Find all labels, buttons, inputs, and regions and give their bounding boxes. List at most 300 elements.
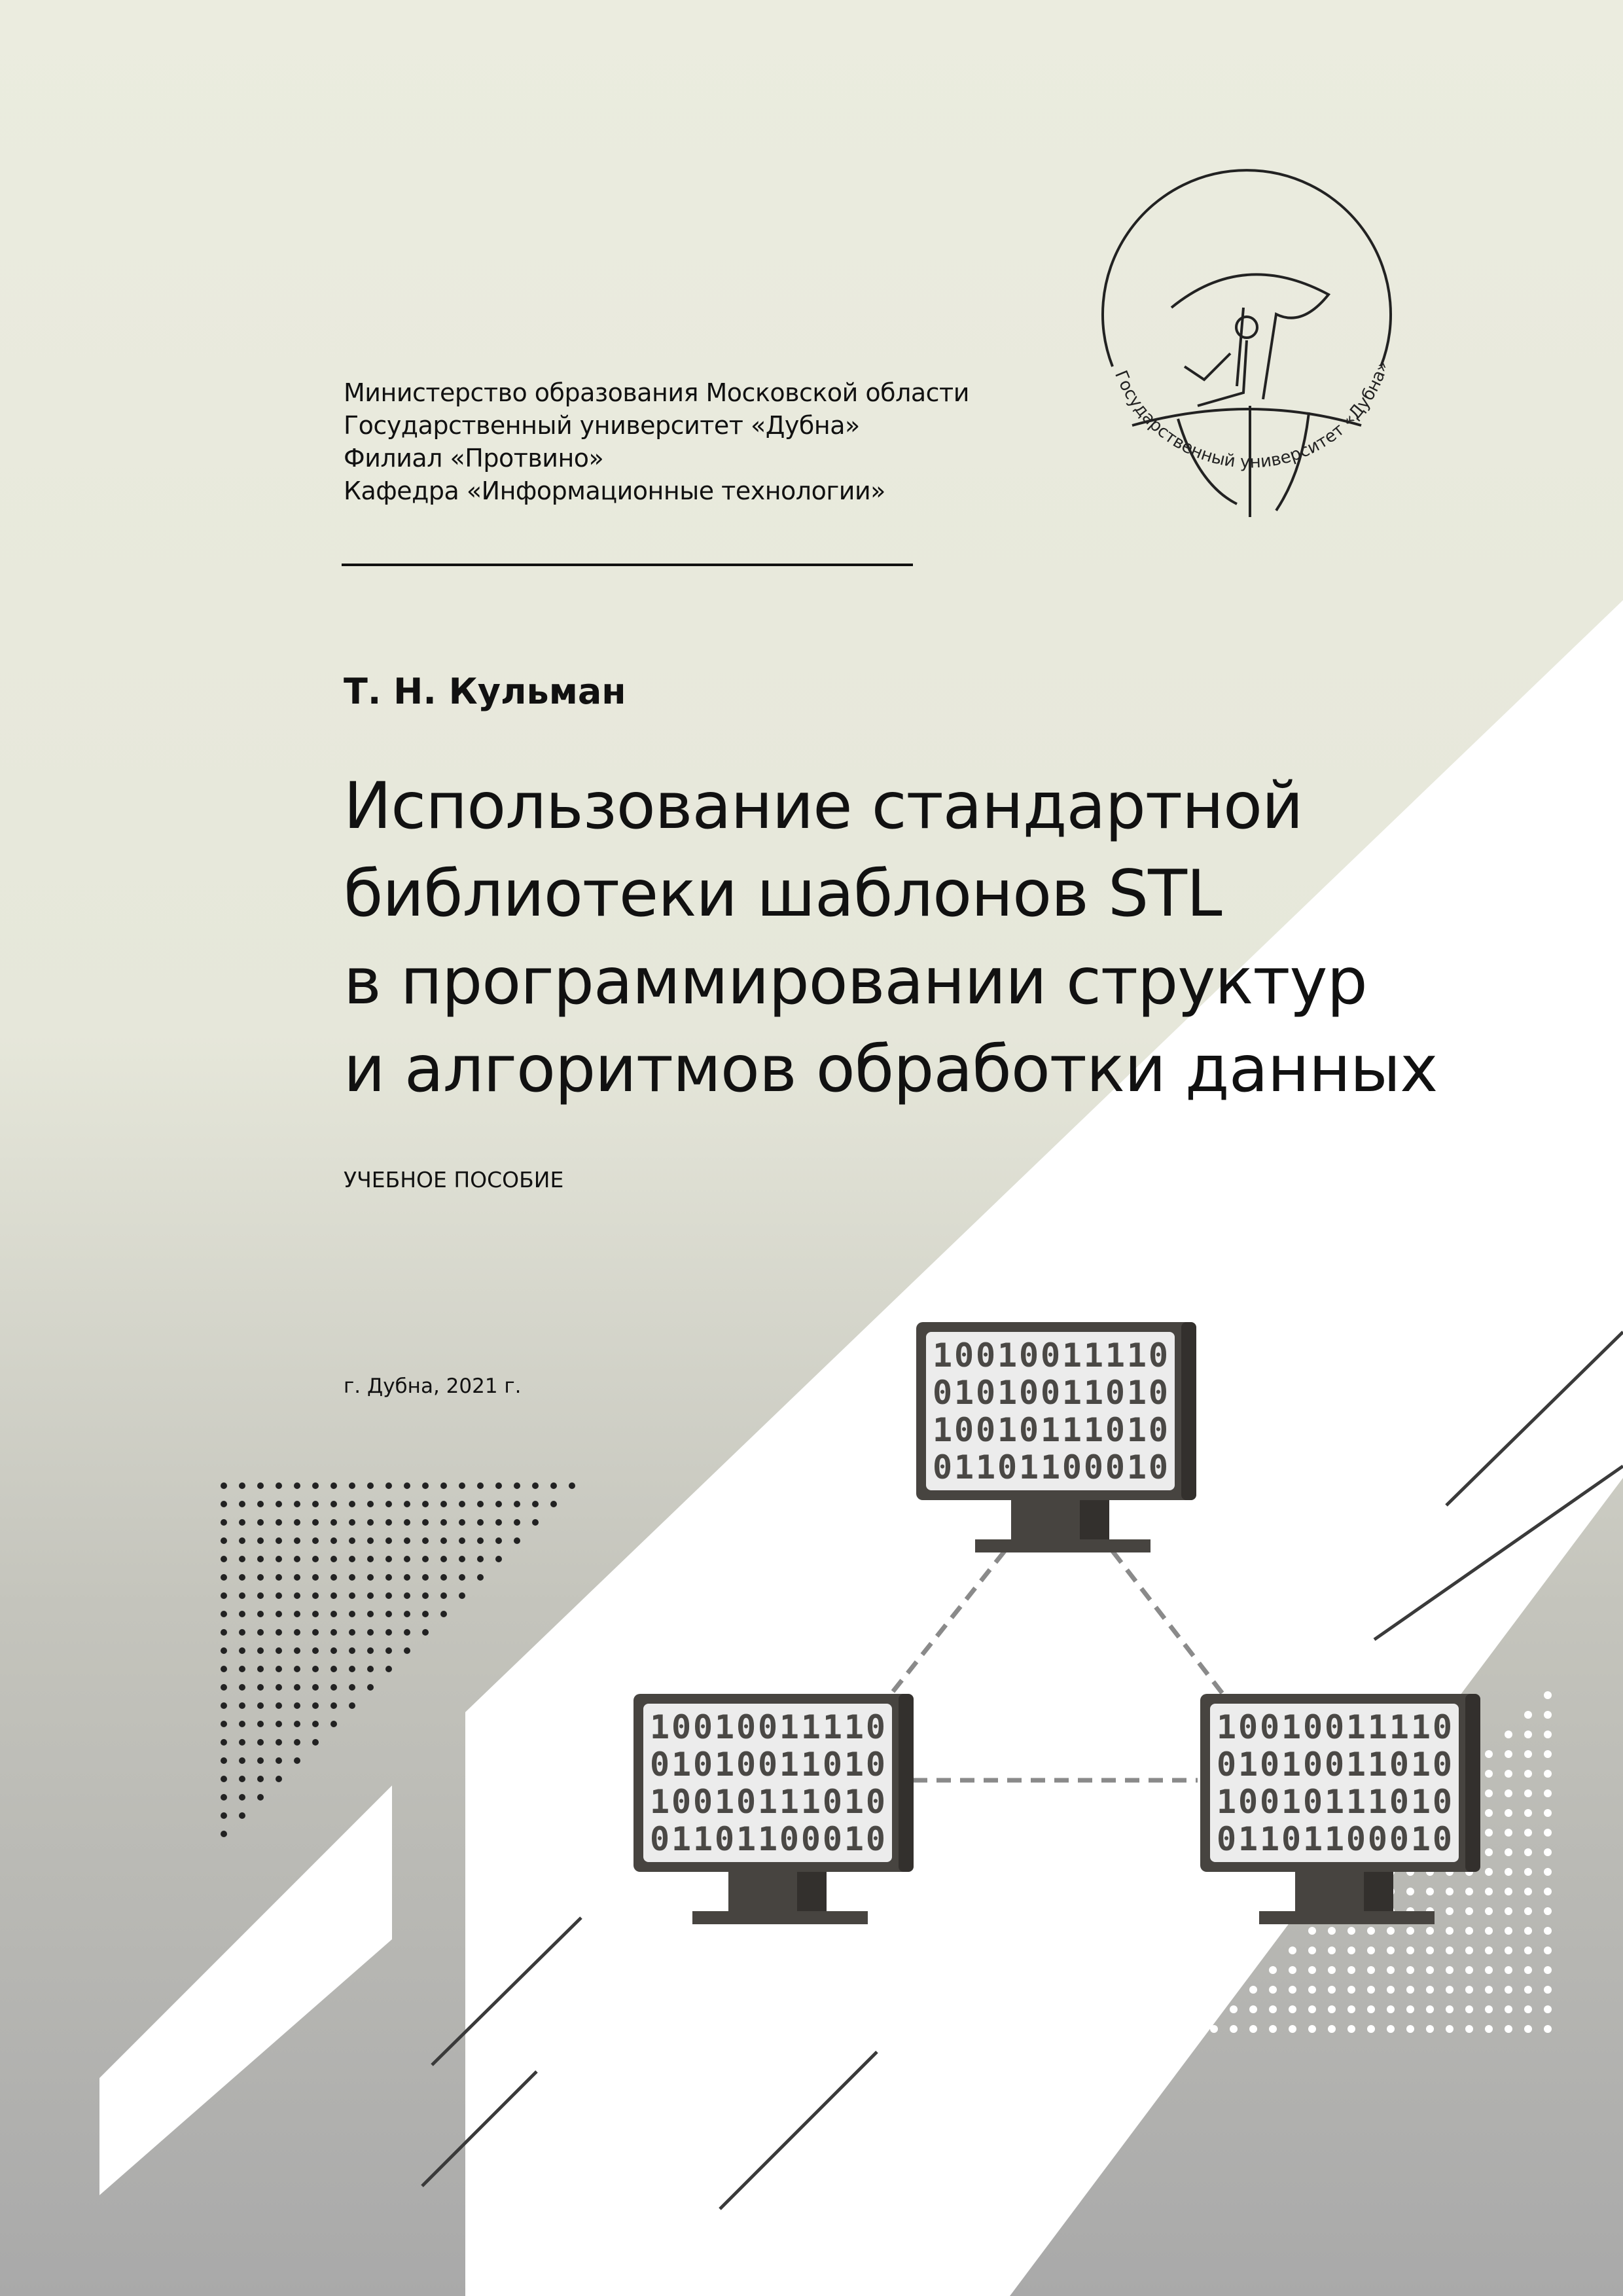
binary-line: 01010011010 xyxy=(1217,1746,1452,1784)
dot xyxy=(257,1702,264,1709)
dot xyxy=(1210,2025,1218,2033)
author: Т. Н. Кульман xyxy=(344,671,626,712)
title-line: библиотеки шаблонов STL xyxy=(344,857,1222,931)
divider xyxy=(342,564,913,566)
dot xyxy=(257,1721,264,1727)
dot xyxy=(239,1757,245,1764)
dot xyxy=(385,1537,392,1544)
dot xyxy=(330,1482,337,1489)
dot xyxy=(239,1794,245,1801)
dot xyxy=(385,1592,392,1599)
dot xyxy=(1426,1927,1434,1935)
dot xyxy=(1249,2025,1257,2033)
dot xyxy=(367,1501,374,1507)
dot xyxy=(422,1501,429,1507)
dot xyxy=(385,1666,392,1672)
dot xyxy=(276,1776,282,1782)
dot xyxy=(1289,2025,1296,2033)
dot xyxy=(221,1794,227,1801)
dot xyxy=(385,1574,392,1581)
dot xyxy=(330,1721,337,1727)
dot xyxy=(422,1611,429,1617)
binary-line: 10010011110 xyxy=(1217,1708,1452,1746)
dot xyxy=(1485,1927,1493,1935)
dot xyxy=(1524,1789,1532,1797)
dot xyxy=(1485,1829,1493,1837)
dot xyxy=(312,1647,319,1654)
dot xyxy=(459,1501,465,1507)
dot xyxy=(330,1574,337,1581)
dot xyxy=(221,1776,227,1782)
dot xyxy=(349,1556,355,1562)
logo-text: Государственный университет «Дубна» xyxy=(1110,358,1393,473)
dot xyxy=(1387,2005,1395,2013)
dot xyxy=(239,1574,245,1581)
dot xyxy=(1249,2005,1257,2013)
dot xyxy=(312,1666,319,1672)
dot xyxy=(367,1647,374,1654)
dot xyxy=(367,1482,374,1489)
dot xyxy=(239,1629,245,1636)
dot xyxy=(330,1519,337,1526)
dot xyxy=(1544,1868,1552,1876)
dot xyxy=(532,1519,539,1526)
dot xyxy=(330,1501,337,1507)
dot xyxy=(1406,1927,1414,1935)
dot xyxy=(1406,2005,1414,2013)
dot xyxy=(1505,1731,1512,1738)
city-year: г. Дубна, 2021 г. xyxy=(344,1374,522,1398)
dot xyxy=(1269,2025,1277,2033)
dot xyxy=(276,1757,282,1764)
dot xyxy=(312,1501,319,1507)
dot xyxy=(221,1537,227,1544)
dot xyxy=(495,1501,502,1507)
dot xyxy=(422,1592,429,1599)
dot xyxy=(1485,1789,1493,1797)
dot xyxy=(404,1592,410,1599)
dot xyxy=(1544,1888,1552,1895)
dot xyxy=(257,1574,264,1581)
dot xyxy=(404,1482,410,1489)
dot xyxy=(221,1721,227,1727)
dot xyxy=(404,1647,410,1654)
dot xyxy=(294,1666,300,1672)
dot xyxy=(1387,2025,1395,2033)
dot xyxy=(1524,1829,1532,1837)
dot xyxy=(330,1684,337,1691)
dot xyxy=(276,1721,282,1727)
dot xyxy=(367,1629,374,1636)
dot xyxy=(1465,1986,1473,1994)
dot xyxy=(514,1519,520,1526)
dot xyxy=(1308,2025,1316,2033)
dot xyxy=(1230,2005,1238,2013)
dot xyxy=(1426,2005,1434,2013)
dot xyxy=(1505,1966,1512,1974)
dot xyxy=(1426,2025,1434,2033)
dot xyxy=(276,1574,282,1581)
dot xyxy=(239,1702,245,1709)
dot xyxy=(1426,1888,1434,1895)
dot xyxy=(1465,1888,1473,1895)
dot xyxy=(257,1757,264,1764)
dot xyxy=(1465,2025,1473,2033)
dot xyxy=(1446,1986,1454,1994)
dot xyxy=(239,1556,245,1562)
dot xyxy=(385,1647,392,1654)
dot xyxy=(1308,2005,1316,2013)
dot xyxy=(1289,1946,1296,1954)
dot xyxy=(1446,1888,1454,1895)
dot xyxy=(367,1537,374,1544)
dot xyxy=(1524,1770,1532,1778)
dot xyxy=(1505,2005,1512,2013)
dot xyxy=(1485,1868,1493,1876)
dot xyxy=(221,1812,227,1819)
dot xyxy=(1367,1927,1375,1935)
dot xyxy=(294,1721,300,1727)
dot xyxy=(1485,1888,1493,1895)
dot xyxy=(1269,1966,1277,1974)
dot xyxy=(459,1537,465,1544)
dot xyxy=(221,1666,227,1672)
dot xyxy=(1465,1946,1473,1954)
dot xyxy=(1465,2005,1473,2013)
dot xyxy=(276,1739,282,1746)
dot xyxy=(294,1702,300,1709)
dot xyxy=(385,1482,392,1489)
dot xyxy=(257,1501,264,1507)
dot xyxy=(385,1629,392,1636)
dot xyxy=(495,1482,502,1489)
dot xyxy=(1347,2025,1355,2033)
dot xyxy=(459,1519,465,1526)
dot xyxy=(1328,1946,1336,1954)
dot xyxy=(294,1684,300,1691)
dot xyxy=(1544,1986,1552,1994)
publication-type: УЧЕБНОЕ ПОСОБИЕ xyxy=(344,1167,564,1193)
dot xyxy=(367,1574,374,1581)
dot xyxy=(1544,2025,1552,2033)
dot xyxy=(1347,2005,1355,2013)
dot xyxy=(1524,1848,1532,1856)
binary-line: 01010011010 xyxy=(650,1746,885,1784)
dot xyxy=(312,1721,319,1727)
dot xyxy=(1387,1986,1395,1994)
dot xyxy=(404,1629,410,1636)
dot xyxy=(1289,1966,1296,1974)
dot xyxy=(294,1519,300,1526)
dot xyxy=(294,1501,300,1507)
dot xyxy=(367,1611,374,1617)
dot xyxy=(1544,1691,1552,1699)
dot xyxy=(1544,1809,1552,1817)
dot xyxy=(1328,2025,1336,2033)
dot xyxy=(312,1592,319,1599)
dot xyxy=(276,1684,282,1691)
dot xyxy=(1367,2005,1375,2013)
dot xyxy=(239,1776,245,1782)
dot xyxy=(221,1611,227,1617)
dot xyxy=(1308,1966,1316,1974)
dot xyxy=(257,1537,264,1544)
dot xyxy=(550,1482,557,1489)
dot xyxy=(514,1501,520,1507)
dot xyxy=(1446,1927,1454,1935)
title-line: и алгоритмов обработки данных xyxy=(344,1032,1438,1107)
dot xyxy=(477,1537,484,1544)
binary-line: 01101100010 xyxy=(1217,1820,1452,1858)
dot xyxy=(1406,2025,1414,2033)
dot xyxy=(404,1574,410,1581)
dot xyxy=(1367,1966,1375,1974)
dot xyxy=(1426,1966,1434,1974)
dot xyxy=(221,1739,227,1746)
dot xyxy=(477,1482,484,1489)
dot xyxy=(1485,1770,1493,1778)
dot xyxy=(1446,1907,1454,1915)
dot xyxy=(330,1611,337,1617)
institution-block xyxy=(344,376,969,507)
dot xyxy=(276,1629,282,1636)
dot xyxy=(349,1666,355,1672)
dot xyxy=(532,1482,539,1489)
dot xyxy=(1505,1789,1512,1797)
dot xyxy=(440,1519,447,1526)
dot xyxy=(440,1501,447,1507)
dot xyxy=(257,1666,264,1672)
dot xyxy=(1524,1711,1532,1719)
dot xyxy=(1505,1986,1512,1994)
dot xyxy=(440,1592,447,1599)
dot xyxy=(1387,1946,1395,1954)
dot xyxy=(1465,1907,1473,1915)
binary-line: 01101100010 xyxy=(933,1448,1168,1486)
dot xyxy=(1485,1907,1493,1915)
dot xyxy=(1544,1711,1552,1719)
dot xyxy=(1524,1946,1532,1954)
dot xyxy=(1544,1770,1552,1778)
dot xyxy=(1289,1986,1296,1994)
dot xyxy=(1485,1809,1493,1817)
dot xyxy=(294,1739,300,1746)
book-title xyxy=(344,762,1437,1113)
dot xyxy=(477,1556,484,1562)
dot xyxy=(1347,1946,1355,1954)
dot xyxy=(349,1519,355,1526)
dot xyxy=(1524,1986,1532,1994)
dot xyxy=(221,1592,227,1599)
dot xyxy=(221,1482,227,1489)
dot xyxy=(294,1556,300,1562)
binary-line: 10010111010 xyxy=(650,1783,885,1821)
dot xyxy=(440,1611,447,1617)
dot xyxy=(1505,1848,1512,1856)
dot xyxy=(294,1629,300,1636)
dot xyxy=(1367,2025,1375,2033)
dot xyxy=(257,1482,264,1489)
dot xyxy=(495,1537,502,1544)
dot xyxy=(1446,2005,1454,2013)
dot xyxy=(221,1574,227,1581)
dot xyxy=(221,1831,227,1837)
dot xyxy=(276,1501,282,1507)
dot xyxy=(422,1574,429,1581)
dot xyxy=(1524,1809,1532,1817)
dot xyxy=(1544,1927,1552,1935)
dot xyxy=(1485,1966,1493,1974)
dot xyxy=(1485,1946,1493,1954)
dot xyxy=(349,1647,355,1654)
dot xyxy=(239,1611,245,1617)
dot xyxy=(1328,1986,1336,1994)
dot xyxy=(495,1556,502,1562)
dot xyxy=(239,1482,245,1489)
dot xyxy=(221,1556,227,1562)
dot xyxy=(1406,1888,1414,1895)
dot xyxy=(514,1537,520,1544)
dot xyxy=(1308,1986,1316,1994)
dot xyxy=(1524,1966,1532,1974)
dot xyxy=(312,1556,319,1562)
branch-line: Филиал «Протвино» xyxy=(344,444,604,473)
dot xyxy=(1485,1848,1493,1856)
dot xyxy=(459,1592,465,1599)
dot xyxy=(276,1482,282,1489)
dot xyxy=(239,1537,245,1544)
dot xyxy=(404,1519,410,1526)
dot xyxy=(221,1629,227,1636)
dot xyxy=(1505,1868,1512,1876)
dot xyxy=(239,1812,245,1819)
dot xyxy=(459,1574,465,1581)
dot xyxy=(257,1647,264,1654)
dot xyxy=(1524,1927,1532,1935)
dot xyxy=(239,1647,245,1654)
dot xyxy=(239,1519,245,1526)
dot xyxy=(349,1501,355,1507)
dot xyxy=(330,1629,337,1636)
dot xyxy=(440,1482,447,1489)
dot xyxy=(312,1519,319,1526)
dot xyxy=(1426,1986,1434,1994)
dot xyxy=(1524,2025,1532,2033)
dot xyxy=(367,1556,374,1562)
dot xyxy=(1230,2025,1238,2033)
dot xyxy=(1544,1946,1552,1954)
dot xyxy=(1347,1986,1355,1994)
dot xyxy=(385,1611,392,1617)
dot xyxy=(1269,2005,1277,2013)
dot xyxy=(477,1574,484,1581)
dot xyxy=(1524,1888,1532,1895)
dot xyxy=(1387,1927,1395,1935)
dot xyxy=(1367,1946,1375,1954)
dot xyxy=(294,1574,300,1581)
dot xyxy=(257,1519,264,1526)
dot xyxy=(404,1556,410,1562)
dot xyxy=(459,1556,465,1562)
dot xyxy=(367,1666,374,1672)
dot xyxy=(349,1574,355,1581)
dot xyxy=(330,1537,337,1544)
binary-line: 10010011110 xyxy=(933,1336,1168,1374)
dot xyxy=(257,1556,264,1562)
dot xyxy=(459,1482,465,1489)
dot xyxy=(1505,1770,1512,1778)
dot xyxy=(495,1519,502,1526)
dot xyxy=(1544,1829,1552,1837)
dot xyxy=(1328,1966,1336,1974)
dot xyxy=(257,1794,264,1801)
dot xyxy=(1485,2005,1493,2013)
dot xyxy=(422,1482,429,1489)
dot xyxy=(330,1666,337,1672)
dot xyxy=(239,1592,245,1599)
dot xyxy=(1505,1750,1512,1758)
dot xyxy=(1524,1750,1532,1758)
dot xyxy=(257,1592,264,1599)
dot xyxy=(440,1556,447,1562)
dot xyxy=(440,1537,447,1544)
dot xyxy=(276,1647,282,1654)
dot xyxy=(1524,1731,1532,1738)
dot xyxy=(422,1556,429,1562)
dot xyxy=(294,1611,300,1617)
dot xyxy=(1465,1966,1473,1974)
dot xyxy=(1328,2005,1336,2013)
dot xyxy=(367,1592,374,1599)
dot xyxy=(312,1739,319,1746)
dot xyxy=(367,1684,374,1691)
dot xyxy=(385,1556,392,1562)
dot xyxy=(349,1684,355,1691)
dot xyxy=(221,1702,227,1709)
dot xyxy=(349,1482,355,1489)
dot xyxy=(1544,1848,1552,1856)
dot xyxy=(1289,2005,1296,2013)
dot xyxy=(1347,1966,1355,1974)
dot xyxy=(312,1629,319,1636)
dot xyxy=(294,1647,300,1654)
dot xyxy=(276,1592,282,1599)
dot xyxy=(477,1501,484,1507)
binary-line: 10010011110 xyxy=(650,1708,885,1746)
dot xyxy=(312,1537,319,1544)
binary-line: 10010111010 xyxy=(933,1411,1168,1449)
dot xyxy=(221,1519,227,1526)
dot xyxy=(257,1629,264,1636)
dot xyxy=(1387,1966,1395,1974)
dot xyxy=(1505,1829,1512,1837)
dot xyxy=(1308,1946,1316,1954)
dot xyxy=(1406,1946,1414,1954)
dot xyxy=(1505,1809,1512,1817)
dot xyxy=(257,1611,264,1617)
dot xyxy=(1544,1750,1552,1758)
dot xyxy=(1446,2025,1454,2033)
dot xyxy=(239,1721,245,1727)
dot xyxy=(239,1501,245,1507)
dot xyxy=(1544,1966,1552,1974)
dot xyxy=(294,1482,300,1489)
dot xyxy=(312,1574,319,1581)
dot xyxy=(349,1629,355,1636)
binary-line: 10010111010 xyxy=(1217,1783,1452,1821)
dot xyxy=(294,1592,300,1599)
dot xyxy=(257,1739,264,1746)
